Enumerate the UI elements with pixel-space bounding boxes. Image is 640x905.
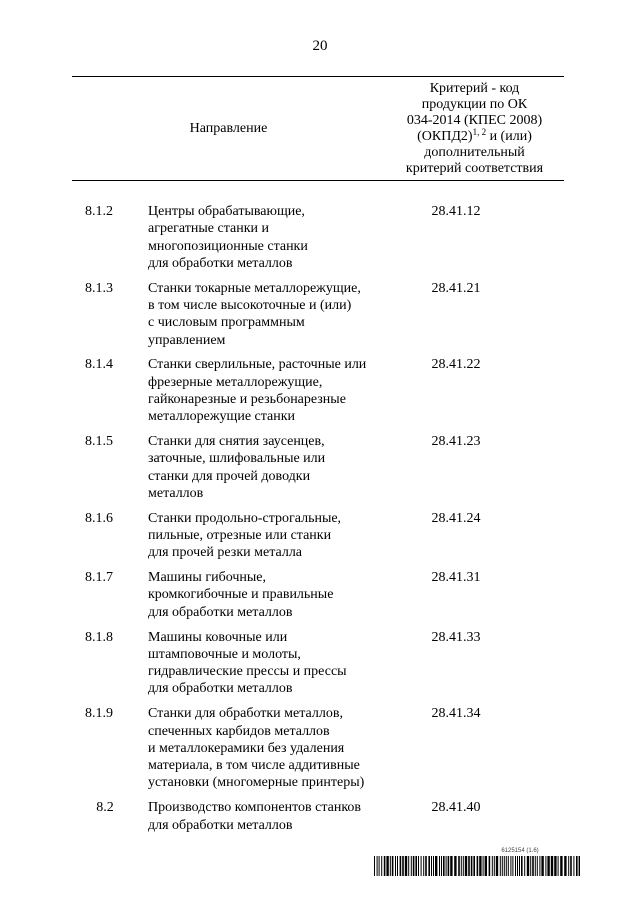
- products-table: [72, 76, 564, 841]
- header-direction: Направление: [189, 120, 268, 136]
- table-row: [72, 799, 564, 834]
- row-code: 28.41.24: [431, 510, 481, 526]
- header-criterion-line: 034-2014 (КПЕС 2008): [406, 113, 543, 128]
- table-header: [72, 76, 564, 181]
- row-name: Станки продольно-строгальные, пильные, отрезные или станки для прочей резки металла: [148, 510, 342, 561]
- table-row: [72, 433, 564, 502]
- header-criterion-andor: и (или): [489, 129, 532, 144]
- row-number: 8.1.7: [85, 570, 113, 586]
- row-number: 8.1.8: [85, 629, 113, 645]
- row-name: Станки токарные металлорежущие, в том числе высокоточные и (или) с числовым программным управлением: [148, 280, 361, 348]
- table-row: [72, 629, 564, 698]
- header-criterion-line: критерий соответствия: [405, 161, 544, 176]
- header-criterion-line: дополнительный: [424, 145, 525, 160]
- row-number: 8.1.5: [85, 434, 113, 450]
- row-code: 28.41.12: [431, 204, 481, 219]
- row-code: 28.41.31: [431, 570, 481, 586]
- table-row: [72, 510, 564, 562]
- table-body: [72, 181, 564, 834]
- row-code: 28.41.40: [431, 800, 481, 816]
- row-number: 8.1.9: [85, 706, 113, 722]
- table-row: [72, 705, 564, 791]
- table-row: [72, 569, 564, 621]
- row-name: Станки для обработки металлов, спеченных карбидов металлов и металлокерамики без удаления материала, в том числе аддитивные установки (многомерные принтеры): [148, 706, 365, 791]
- table-row: [72, 203, 564, 272]
- barcode-icon: [374, 856, 580, 876]
- row-code: 28.41.23: [431, 434, 481, 450]
- row-name: Станки сверлильные, расточные или фрезерные металлорежущие, гайконарезные и резьбонарезные металлорежущие станки: [148, 357, 367, 425]
- header-criterion-line: продукции по ОК: [421, 97, 528, 112]
- document-stamp: 6125154 (1.6): [501, 848, 539, 854]
- row-name: Станки для снятия заусенцев, заточные, шлифовальные или станки для прочей доводки металлов: [148, 434, 326, 501]
- header-criterion-line: [385, 129, 564, 145]
- header-criterion: [385, 81, 564, 177]
- row-code: 28.41.33: [431, 629, 481, 645]
- header-criterion-footnote: 1, 2: [472, 127, 487, 137]
- row-number: 8.1.6: [85, 510, 113, 526]
- row-name: Центры обрабатывающие, агрегатные станки и многопозиционные станки для обработки металлов: [148, 204, 308, 271]
- row-name: Производство компонентов станков для обработки металлов: [148, 800, 362, 833]
- page-number: 20: [312, 38, 328, 54]
- row-number: 8.1.3: [85, 280, 113, 296]
- row-name: Машины ковочные или штамповочные и молоты, гидравлические прессы и прессы для обработки металлов: [148, 629, 347, 697]
- row-name: Машины гибочные, кромкогибочные и правильные для обработки металлов: [148, 570, 334, 620]
- row-code: 28.41.21: [431, 280, 481, 296]
- table-row: [72, 356, 564, 425]
- row-code: 28.41.34: [431, 706, 481, 722]
- header-criterion-okpd: (ОКПД2): [417, 129, 473, 144]
- header-criterion-line: Критерий - код: [429, 81, 520, 96]
- row-code: 28.41.22: [431, 357, 481, 373]
- row-number: 8.2: [96, 800, 114, 816]
- table-row: [72, 280, 564, 349]
- row-number: 8.1.2: [85, 204, 113, 219]
- row-number: 8.1.4: [85, 357, 113, 373]
